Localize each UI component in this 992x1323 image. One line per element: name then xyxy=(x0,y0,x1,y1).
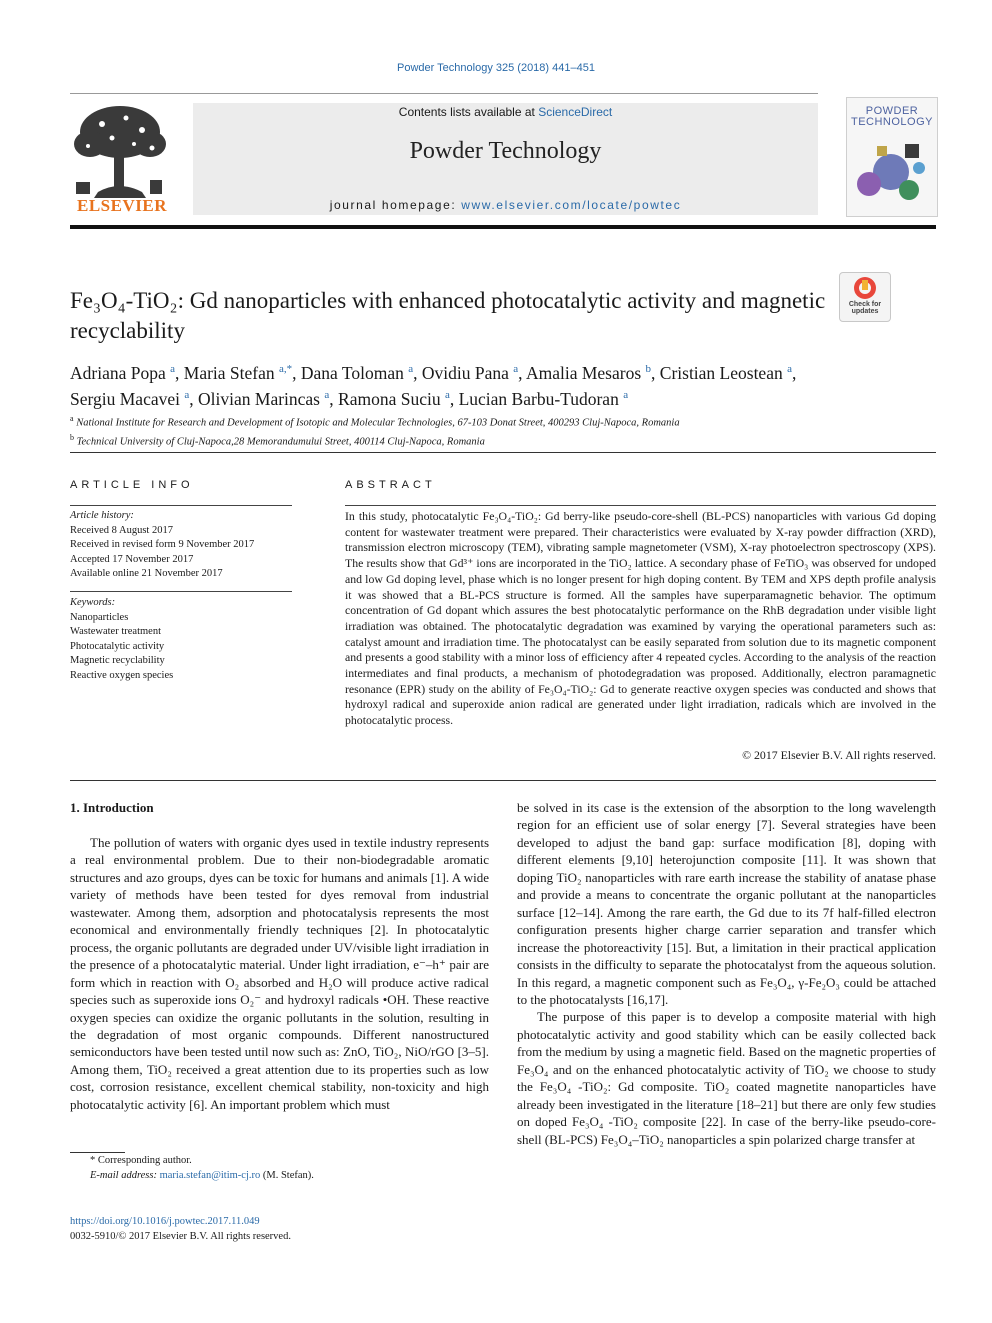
keyword: Wastewater treatment xyxy=(70,626,161,637)
homepage-prefix: journal homepage: xyxy=(329,198,462,212)
homepage-link[interactable]: www.elsevier.com/locate/powtec xyxy=(461,198,682,212)
footnotes xyxy=(70,1154,489,1183)
divider xyxy=(70,452,936,453)
author[interactable]: Maria Stefan $^{a,*}$ xyxy=(183,362,293,383)
history-item: Accepted 17 November 2017 xyxy=(70,553,194,565)
article-history xyxy=(70,509,292,582)
divider xyxy=(345,505,936,506)
keywords xyxy=(70,596,292,683)
paragraph: The pollution of waters with organic dyes used in textile industry represents a real environmental problem. Due to their non-biodegradable aromatic structures and azo groups, dyes can be toxic for humans and animals [1]. A wide variety of methods have been tested for dyes removal from industrial wastewater. Among them, adsorption and photocatalysis represents the most economical and environmentally friendly techniques [2]. In photocatalytic process, the organic pollutants are degraded under UV/visible light irradiation in the presence of a photocatalytic material. Under light irradiation, e⁻–h⁺ pair are form which in reaction with O₂ absorbed and H₂O will produce active radical species such as superoxide ions O₂⁻ and hydroxyl radicals •OH. These reactive oxygen species can oxidize the organic pollutants in the solution, resulting in the degradation of most organic compounds. Different nanostructured semiconductors have been tested until now such as: ZnO, TiO₂, NiO/rGO [3–5]. Among them, TiO₂ received a great attention due to its properties such as low cost, corrosion resistance, excellent chemical stability, non-toxicity and high photocatalytic activity [6]. An important problem which must xyxy=(70,835,489,1112)
keyword: Photocatalytic activity xyxy=(70,640,165,652)
affiliation: $^a$ National Institute for Research and Development of Isotopic and Molecular Technologies, 67-103 Donat Street, 400293 Cluj-Napoca, Romania xyxy=(70,414,680,429)
divider xyxy=(70,591,292,592)
publisher-wordmark: ELSEVIER xyxy=(77,196,167,215)
journal-cover-thumbnail[interactable] xyxy=(846,97,938,217)
abstract-text: In this study, photocatalytic Fe₃O₄-TiO₂: Gd berry-like pseudo-core-shell (BL-PCS) nanoparticles with various Gd doping content for wastewater treatment were prepared. Their characteristics were evaluated by X-ray powder diffraction (XRD), transmission electron microscopy (TEM), vibrating sample magnetometer (VSM), X-ray photoelectron spectroscopy (XPS). The results show that Gd³⁺ ions are incorporated in the TiO₂ lattice. A secondary phase of FeTiO₃ was observed for undoped and low Gd doping level, phase which is no longer present for high doping content. By TEM and XPS depth profile analysis it was showed that a BL-PCS structure is formed. All the samples have superparamagnetic behavior. The optimum concentration of Gd dopant which assures the best photocatalytic performance on the RhB degradation under visible light irradiation was obtained. The photocatalytic degradation was examined by varying the operational parameters such as: catalyst amount and irradiation time. The photocatalyst can be easily separated from solution due to its magnetic component and presents a good stability with a minor loss of efficiency after 4 repeated cycles. According to the analysis of the reaction intermediates and final products, a mechanism of photodegradation was proposed. Additionally, electron paramagnetic resonance (EPR) study on the ability of Fe₃O₄-TiO₂: Gd to generate reactive oxygen species was conducted and shows that hydroxyl radical and superoxide anion radical are generated under light irradiation, radicals which are involved in the photocatalytic process. xyxy=(345,509,936,728)
author[interactable]: Adriana Popa $^a$ xyxy=(70,362,176,383)
body-column-right xyxy=(517,799,936,1148)
article-title: Fe₃O₄-TiO₂: Gd nanoparticles with enhanced photocatalytic activity and magnetic recyclability xyxy=(70,288,826,343)
paragraph: be solved in its case is the extension of the absorption to the long wavelength region for an efficient use of solar energy [7]. Several strategies have been developed to adjust the band gap: surface modification [8], doping with different elements [9,10] heterojunction composite [11]. It was shown that doping TiO₂ nanoparticles with rare earth increase the stability of anatase phase and provide a means to concentrate the organic pollutant at the nanoparticles surface [12–14]. Among the rare earth, the Gd due to its 7f half-filled electron configuration presents higher charge carrier separation and transfer which increase the photoreactivity [15]. But, a limitation in their practical application consists in the difficulty to separate the photocatalyst from the aqueous solution. In this regard, a magnetic component such as Fe₃O₄, γ-Fe₂O₃ could be attached to the photocatalysts [16,17]. xyxy=(517,800,936,1007)
author[interactable]: Ramona Suciu $^a$ xyxy=(338,388,450,409)
author[interactable]: Amalia Mesaros $^b$ xyxy=(525,362,652,383)
email-note: E-mail address: maria.stefan@itim-cj.ro (M. Stefan). xyxy=(90,1169,314,1181)
header-rule xyxy=(70,93,818,94)
paragraph: The purpose of this paper is to develop a composite material with high photocatalytic activity and good stability which can be easily collected back from the medium by using a magnetic field. Based on the magnetic properties of Fe₃O₄ and on the enhanced photocatalytic activity of TiO₂ we choose to study the Fe₃O₄ -TiO₂: Gd composite. TiO₂ coated magnetite nanoparticles have already been investigated in the literature [18–21] but there are only few studies on doped Fe₃O₄ -TiO₂ composite [22]. In case of the berry-like pseudo-core-shell (BL-PCS) Fe₃O₄–TiO₂ nanoparticles a spin polarized charge transfer at xyxy=(517,1009,936,1147)
journal-title: Powder Technology xyxy=(409,138,602,164)
author[interactable]: Ovidiu Pana $^a$ xyxy=(421,362,519,383)
check-updates-label: Check for updates xyxy=(848,301,882,315)
divider xyxy=(70,505,292,506)
history-item: Received in revised form 9 November 2017 xyxy=(70,539,255,550)
author-list: Adriana Popa $^a$, Maria Stefan $^{a,*}$, Dana Toloman $^a$, Ovidiu Pana $^a$, Amalia Mesaros $^b$, Cristian Leostean $^a$, Sergiu Macavei $^a$, Olivian Marincas $^a$, Ramona Suciu $^a$, Lucian Barbu-Tudoran $^a$ xyxy=(70,362,797,409)
history-label: Article history: xyxy=(70,510,134,521)
contents-line xyxy=(193,105,818,119)
author[interactable]: Lucian Barbu-Tudoran $^a$ xyxy=(458,388,629,409)
abstract-copyright: © 2017 Elsevier B.V. All rights reserved. xyxy=(742,748,936,762)
author[interactable]: Dana Toloman $^a$ xyxy=(300,362,414,383)
doi-link[interactable]: https://doi.org/10.1016/j.powtec.2017.11.049 xyxy=(70,1216,260,1227)
keyword: Magnetic recyclability xyxy=(70,655,165,666)
journal-reference[interactable]: Powder Technology 325 (2018) 441–451 xyxy=(397,62,595,74)
email-link[interactable]: maria.stefan@itim-cj.ro xyxy=(159,1169,261,1181)
header-rule-thick xyxy=(70,225,936,229)
author[interactable]: Olivian Marincas $^a$ xyxy=(198,388,330,409)
history-item: Available online 21 November 2017 xyxy=(70,568,223,579)
history-item: Received 8 August 2017 xyxy=(70,524,173,536)
check-updates-icon xyxy=(840,275,890,303)
footnote-rule xyxy=(70,1152,125,1153)
issn-line: 0032-5910/© 2017 Elsevier B.V. All rights reserved. xyxy=(70,1231,291,1242)
body-column-left xyxy=(70,834,489,1113)
keyword: Reactive oxygen species xyxy=(70,669,174,681)
author[interactable]: Sergiu Macavei $^a$ xyxy=(70,388,190,409)
corresponding-author-note: * Corresponding author. xyxy=(90,1155,192,1166)
affiliations xyxy=(70,412,936,449)
affiliation: $^b$ Technical University of Cluj-Napoca,28 Memorandumului Street, 400114 Cluj-Napoca, Romania xyxy=(70,432,485,447)
article-info-heading: ARTICLE INFO xyxy=(70,479,194,491)
sciencedirect-link[interactable]: ScienceDirect xyxy=(538,105,613,119)
contents-prefix: Contents lists available at xyxy=(398,105,539,119)
cover-title: POWDER TECHNOLOGY xyxy=(850,105,933,128)
bottom-info xyxy=(70,1214,489,1244)
homepage-line xyxy=(193,198,818,212)
author[interactable]: Cristian Leostean $^a$ xyxy=(659,362,792,383)
section-heading: 1. Introduction xyxy=(70,800,154,815)
abstract-heading: ABSTRACT xyxy=(345,479,436,491)
check-for-updates-button[interactable] xyxy=(839,272,891,322)
keyword: Nanoparticles xyxy=(70,611,129,623)
divider xyxy=(70,780,936,781)
cover-artwork xyxy=(847,98,937,216)
keywords-label: Keywords: xyxy=(70,597,116,608)
